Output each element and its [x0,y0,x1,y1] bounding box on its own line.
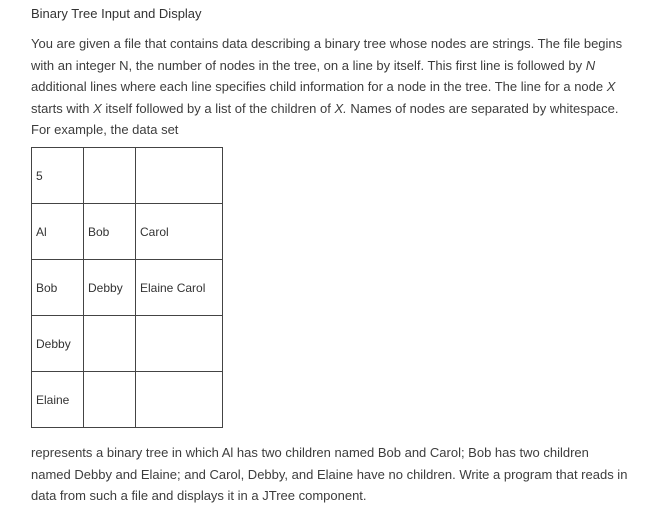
table-cell: Carol [136,204,223,260]
table-cell: Debby [32,316,84,372]
intro-text-3: starts with [31,100,94,116]
table-cell: Al [32,204,84,260]
intro-var-x: X [93,100,102,116]
intro-text-2: additional lines where each line specifies child information for a node in the tree. The line for a node [31,79,607,94]
table-row [32,372,223,428]
table-cell [84,316,136,372]
intro-text-5: Names of nodes are separated by whitespace. For example, the data set [31,100,619,137]
intro-text-1: You are given a file that contains data describing a binary tree whose nodes are strings. The file begins with an integer N, the number of nodes in the tree, on a line by itself. This first line is followed by [31,36,623,73]
table-row [32,148,223,204]
page-title: Binary Tree Input and Display [31,6,202,21]
table-cell: Debby [84,260,136,316]
table-cell: 5 [32,148,84,204]
table-row [32,204,223,260]
intro-text-4: itself followed by a list of the children of [101,100,335,116]
table-cell: Bob [84,204,136,260]
table-cell [84,148,136,204]
table-row [32,260,223,316]
table-cell [136,372,223,428]
table-cell: Elaine Carol [136,260,223,316]
table-row [32,316,223,372]
table-cell [136,316,223,372]
intro-var-n: N [585,57,596,73]
example-data-table [31,147,223,428]
intro-paragraph [31,33,631,141]
outro-paragraph: represents a binary tree in which Al has two children named Bob and Carol; Bob has two children named Debby and Elaine; and Carol, Debby, and Elaine have no children. Write a program that reads in data from such a file and displays it in a JTree component. [31,445,628,503]
intro-var-x: X [606,79,616,94]
table-cell [136,148,223,204]
table-cell: Bob [32,260,84,316]
table-cell: Elaine [32,372,84,428]
table-cell [84,372,136,428]
intro-var-x: X. [334,100,347,116]
